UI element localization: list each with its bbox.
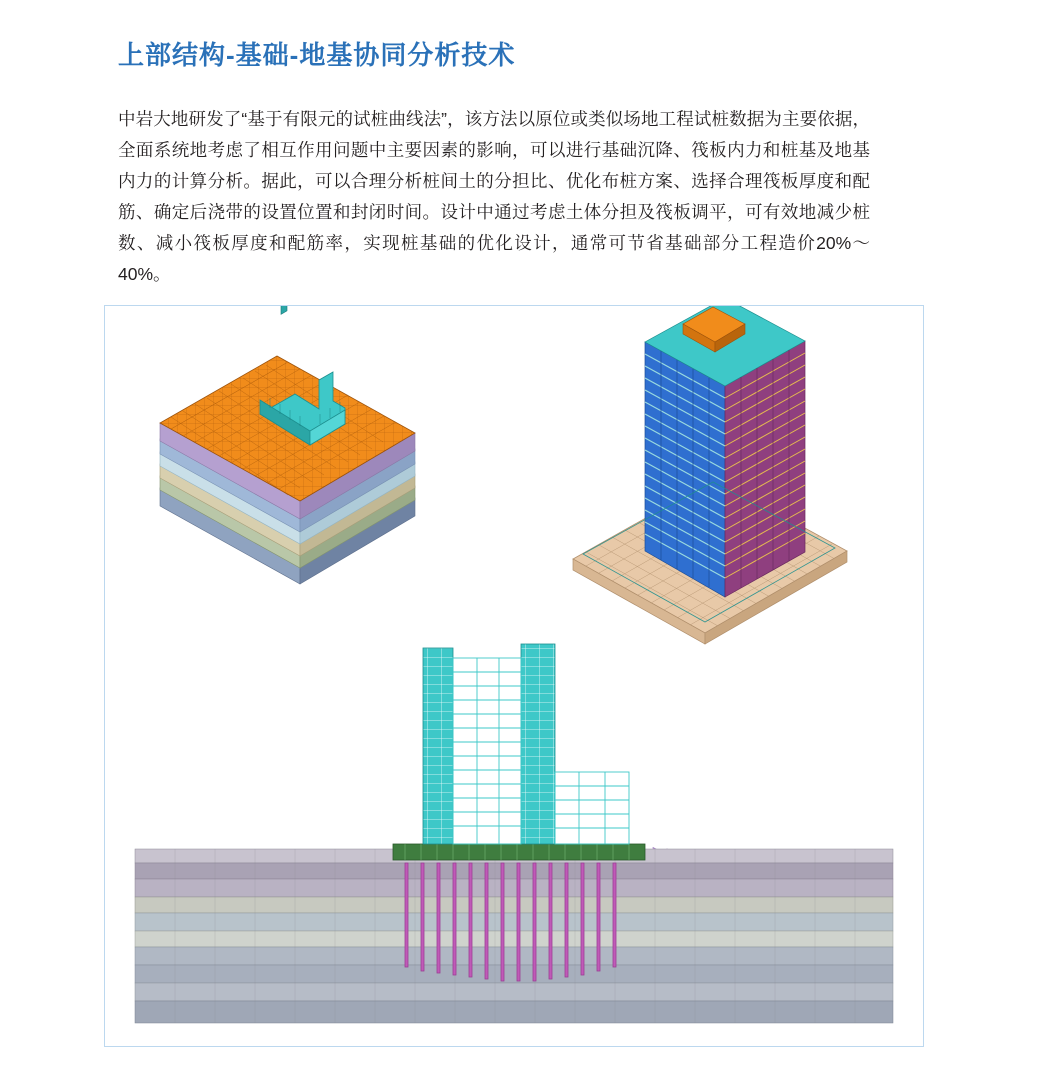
- page-title: 上部结构-基础-地基协同分析技术: [118, 40, 516, 71]
- panel-section-model: [135, 644, 893, 1023]
- body-paragraph: 中岩大地研发了“基于有限元的试桩曲线法”，该方法以原位或类似场地工程试桩数据为主要依据，全面系统地考虑了相互作用问题中主要因素的影响，可以进行基础沉降、筏板内力和桩基及地基内力的计算分析。据此，可以合理分析桩间土的分担比、优化布桩方案、选择合理筏板厚度和配筋、确定后浇带的设置位置和封闭时间。设计中通过考虑土体分担及筏板调平，可有效地减少桩数、减小筏板厚度和配筋率，实现桩基础的优化设计，通常可节省基础部分工程造价20%～40%。: [118, 108, 870, 284]
- tower-body: [645, 306, 805, 597]
- figure-canvas: [105, 306, 923, 1046]
- section-tower: [423, 644, 629, 844]
- figure-frame: [104, 305, 924, 1047]
- panel-soil-block-model: [160, 306, 415, 584]
